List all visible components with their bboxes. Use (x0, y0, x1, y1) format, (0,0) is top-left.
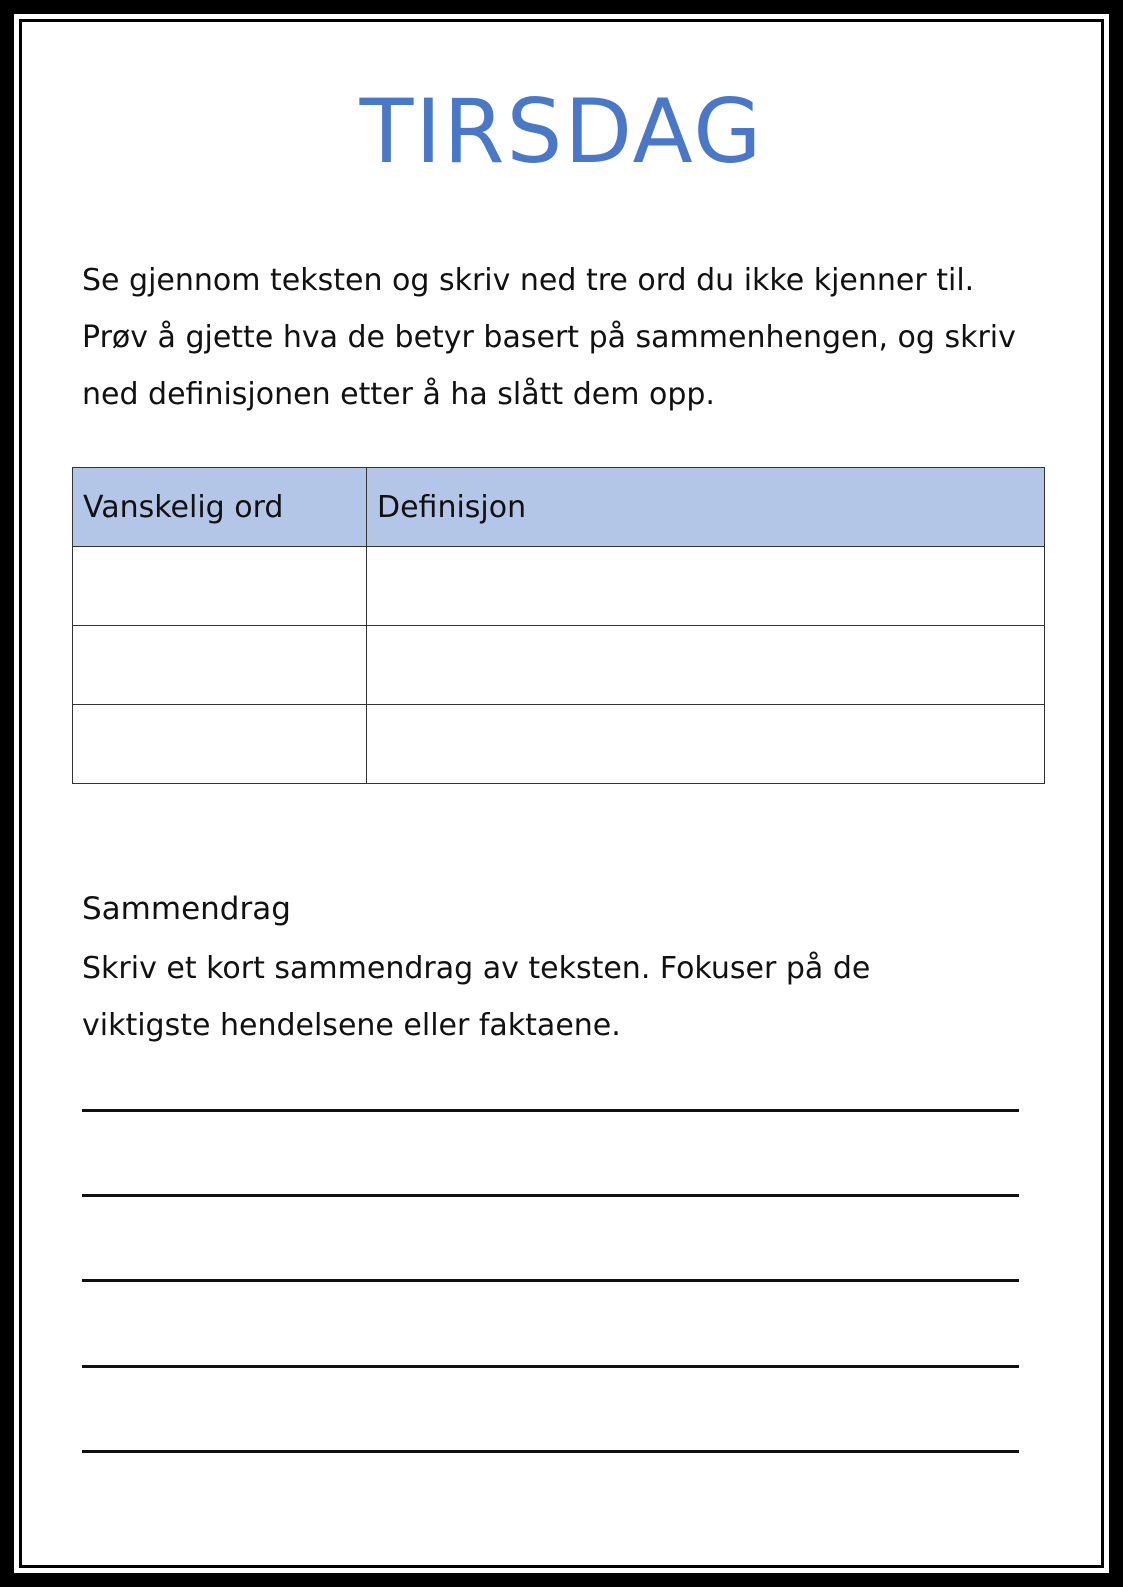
writing-line[interactable] (82, 1109, 1019, 1112)
definition-cell[interactable] (367, 626, 1045, 705)
writing-line[interactable] (82, 1365, 1019, 1368)
summary-line: Skriv et kort sammendrag av teksten. Fokuser på de (82, 951, 871, 986)
word-cell[interactable] (73, 705, 367, 784)
table-row (73, 626, 1045, 705)
instructions-line: Prøv å gjette hva de betyr basert på sammenhengen, og skriv (82, 320, 1016, 355)
vocabulary-table (72, 467, 1045, 784)
instructions-line: Se gjennom teksten og skriv ned tre ord du ikke kjenner til. (82, 263, 975, 298)
summary-instructions (82, 940, 1057, 1054)
writing-line[interactable] (82, 1194, 1019, 1197)
header-difficult-word: Vanskelig ord (73, 468, 367, 547)
definition-cell[interactable] (367, 547, 1045, 626)
writing-line[interactable] (82, 1279, 1019, 1282)
table-row (73, 547, 1045, 626)
table-header-row (73, 468, 1045, 547)
word-cell[interactable] (73, 626, 367, 705)
table-row (73, 705, 1045, 784)
word-cell[interactable] (73, 547, 367, 626)
instructions-text (82, 252, 1057, 423)
page-title: TIRSDAG (359, 80, 764, 183)
writing-line[interactable] (82, 1450, 1019, 1453)
summary-heading: Sammendrag (82, 891, 291, 927)
summary-line: viktigste hendelsene eller faktaene. (82, 1008, 621, 1043)
header-definition: Definisjon (367, 468, 1045, 547)
definition-cell[interactable] (367, 705, 1045, 784)
instructions-line: ned definisjonen etter å ha slått dem opp. (82, 377, 715, 412)
